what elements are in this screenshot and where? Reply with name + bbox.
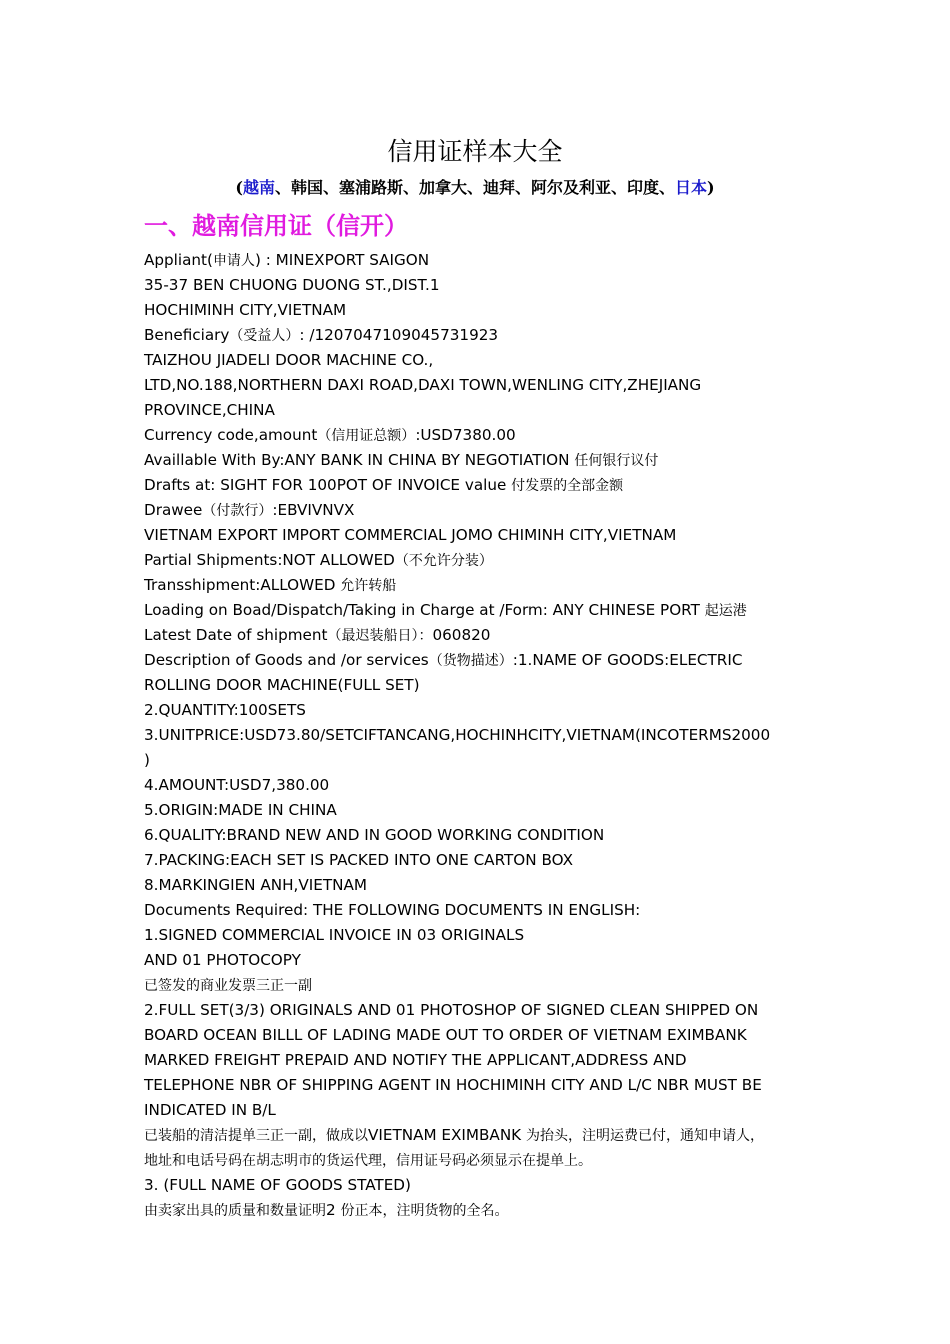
line-text: TELEPHONE NBR OF SHIPPING AGENT IN HOCHIMINH CITY AND L/C NBR MUST BE: [144, 1076, 762, 1094]
line-text: Drawee: [144, 501, 203, 519]
line-text: Loading on Boad/Dispatch/Taking in Charge at /Form: ANY CHINESE PORT: [144, 601, 705, 619]
line-text: ): [144, 751, 150, 769]
line-text: Documents Required: THE FOLLOWING DOCUMENTS IN ENGLISH:: [144, 901, 641, 919]
line-text: 3. (FULL NAME OF GOODS STATED): [144, 1176, 411, 1194]
line-text: VIETNAM EXIMBANK: [368, 1126, 526, 1144]
line-text: 由卖家出具的质量和数量证明: [144, 1203, 326, 1219]
line-text: Latest Date of shipment: [144, 626, 328, 644]
document-line: [144, 473, 824, 498]
document-line: [144, 273, 824, 298]
line-text: 5.ORIGIN:MADE IN CHINA: [144, 801, 337, 819]
document-line: [144, 348, 824, 373]
line-text: PROVINCE,CHINA: [144, 401, 275, 419]
line-text: 地址和电话号码在胡志明市的货运代理，信用证号码必须显示在提单上。: [144, 1153, 592, 1169]
line-text: 4.AMOUNT:USD7,380.00: [144, 776, 330, 794]
document-line: [144, 448, 824, 473]
line-text: MARKED FREIGHT PREPAID AND NOTIFY THE APPLICANT,ADDRESS AND: [144, 1051, 687, 1069]
document-line: [144, 698, 824, 723]
line-text: Appliant(: [144, 251, 213, 269]
letter-of-credit-body: [144, 248, 824, 1223]
document-title: 信用证样本大全: [387, 137, 563, 166]
line-text: HOCHIMINH CITY,VIETNAM: [144, 301, 347, 319]
document-line: [144, 248, 824, 273]
section-heading-vietnam: 一、越南信用证（信开）: [144, 211, 408, 240]
line-text: : /1207047109045731923: [299, 326, 499, 344]
line-text: 7.PACKING:EACH SET IS PACKED INTO ONE CARTON BOX: [144, 851, 573, 869]
document-line: [144, 723, 824, 748]
document-line: [144, 748, 824, 773]
line-text: （不允许分装）: [394, 553, 493, 569]
document-line: [144, 823, 824, 848]
line-text: 060820: [432, 626, 491, 644]
line-text: 申请人: [212, 253, 255, 269]
line-text: BOARD OCEAN BILLL OF LADING MADE OUT TO ORDER OF VIETNAM EXIMBANK: [144, 1026, 747, 1044]
document-line: [144, 1173, 824, 1198]
line-text: :USD7380.00: [415, 426, 516, 444]
document-line: [144, 673, 824, 698]
line-text: Currency code,amount: [144, 426, 318, 444]
line-text: Drafts at: SIGHT FOR 100POT OF INVOICE value: [144, 476, 512, 494]
subtitle-japan-link[interactable]: 日本: [675, 178, 708, 197]
document-line: [144, 398, 824, 423]
line-text: VIETNAM EXPORT IMPORT COMMERCIAL JOMO CHIMINH CITY,VIETNAM: [144, 526, 677, 544]
line-text: LTD,NO.188,NORTHERN DAXI ROAD,DAXI TOWN,WENLING CITY,ZHEJIANG: [144, 376, 702, 394]
document-line: [144, 323, 824, 348]
document-line: [144, 373, 824, 398]
document-line: [144, 848, 824, 873]
document-line: [144, 1048, 824, 1073]
subtitle-country-list: 、韩国、塞浦路斯、加拿大、迪拜、阿尔及利亚、印度、: [274, 178, 675, 197]
line-text: 任何银行议付: [574, 453, 659, 469]
document-line: [144, 598, 824, 623]
document-line: [144, 948, 824, 973]
line-text: （付款行）: [202, 503, 273, 519]
document-line: [144, 1198, 824, 1223]
line-text: 8.MARKINGIEN ANH,VIETNAM: [144, 876, 367, 894]
document-line: [144, 573, 824, 598]
line-text: 为抬头，注明运费已付，通知申请人，: [525, 1128, 764, 1144]
subtitle-close-paren: ): [707, 178, 715, 197]
line-text: 付发票的全部金额: [511, 478, 624, 494]
line-text: 35-37 BEN CHUONG DUONG ST.,DIST.1: [144, 276, 440, 294]
document-line: [144, 548, 824, 573]
document-line: [144, 923, 824, 948]
document-line: [144, 998, 824, 1023]
document-line: [144, 1098, 824, 1123]
line-text: （信用证总额）: [317, 428, 416, 444]
line-text: ROLLING DOOR MACHINE(FULL SET): [144, 676, 420, 694]
document-line: [144, 1073, 824, 1098]
subtitle-vietnam-link[interactable]: 越南: [242, 178, 275, 197]
document-line: [144, 773, 824, 798]
subtitle-open-paren: (: [235, 178, 243, 197]
line-text: 2.QUANTITY:100SETS: [144, 701, 306, 719]
document-line: [144, 623, 824, 648]
line-text: 已装船的清洁提单三正一副，做成以: [144, 1128, 368, 1144]
document-line: [144, 648, 824, 673]
line-text: 起运港: [704, 603, 747, 619]
document-line: [144, 298, 824, 323]
line-text: ) : MINEXPORT SAIGON: [254, 251, 430, 269]
document-line: [144, 873, 824, 898]
line-text: Beneficiary: [144, 326, 230, 344]
document-line: [144, 498, 824, 523]
document-line: [144, 523, 824, 548]
country-list-subtitle: [0, 175, 950, 198]
line-text: 2: [326, 1201, 341, 1219]
document-line: [144, 898, 824, 923]
line-text: 1.SIGNED COMMERCIAL INVOICE IN 03 ORIGINALS: [144, 926, 525, 944]
line-text: INDICATED IN B/L: [144, 1101, 276, 1119]
line-text: Description of Goods and /or services: [144, 651, 429, 669]
document-line: [144, 423, 824, 448]
line-text: 6.QUALITY:BRAND NEW AND IN GOOD WORKING CONDITION: [144, 826, 605, 844]
document-line: [144, 798, 824, 823]
line-text: 份正本，注明货物的全名。: [340, 1203, 509, 1219]
document-line: [144, 1123, 824, 1148]
line-text: （最迟装船日）：: [327, 628, 433, 644]
line-text: :EBVIVNVX: [272, 501, 355, 519]
document-line: [144, 1023, 824, 1048]
line-text: Availlable With By:ANY BANK IN CHINA BY NEGOTIATION: [144, 451, 575, 469]
line-text: 3.UNITPRICE:USD73.80/SETCIFTANCANG,HOCHINHCITY,VIETNAM(INCOTERMS2000: [144, 726, 771, 744]
line-text: 2.FULL SET(3/3) ORIGINALS AND 01 PHOTOSHOP OF SIGNED CLEAN SHIPPED ON: [144, 1001, 759, 1019]
document-line: [144, 973, 824, 998]
line-text: （受益人）: [229, 328, 300, 344]
line-text: TAIZHOU JIADELI DOOR MACHINE CO.,: [144, 351, 434, 369]
line-text: Transshipment:ALLOWED: [144, 576, 341, 594]
line-text: 允许转船: [340, 578, 397, 594]
line-text: :1.NAME OF GOODS:ELECTRIC: [512, 651, 743, 669]
document-line: [144, 1148, 824, 1173]
line-text: （货物描述）: [428, 653, 513, 669]
line-text: 已签发的商业发票三正一副: [144, 978, 312, 994]
line-text: AND 01 PHOTOCOPY: [144, 951, 301, 969]
line-text: Partial Shipments:NOT ALLOWED: [144, 551, 395, 569]
